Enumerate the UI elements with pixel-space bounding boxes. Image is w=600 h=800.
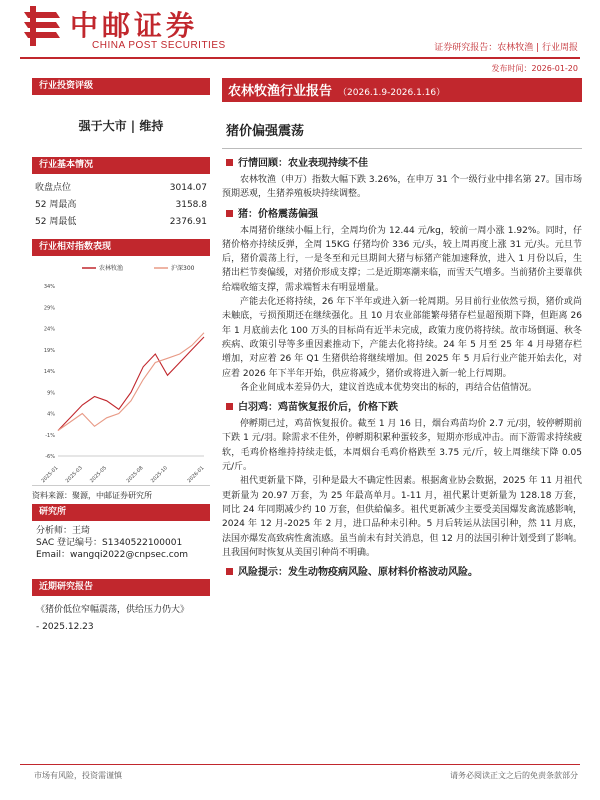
- analyst-header: 研究所: [32, 504, 210, 521]
- square-bullet-icon: [226, 568, 233, 575]
- paragraph: 各企业间成本差异仍大，建议首选成本优势突出的标的，再结合估值情况。: [240, 382, 538, 393]
- recent-report-title[interactable]: 《猪价低位窄幅震荡，供给压力仍大》: [36, 605, 190, 615]
- y-tick-label: 9%: [47, 390, 55, 397]
- heading-text: 风险提示：发生动物疫病风险、原材料价格波动风险。: [238, 567, 478, 579]
- series-line: [58, 333, 204, 431]
- section-heading: [222, 399, 582, 417]
- paragraph: 产能去化还将持续，26 年下半年或进入新一轮周期。另目前行业依然亏损，猪价或尚未触底，亏损预期还在继续强化。且 10 月农业部能繁母猪存栏显超预期下降，但距离 26 年 1 月底前去化 100 万头的目标尚有近半未完成，政策力度仍将持续。故市场倒逼、秋冬疾病、政策引导等多重因素推动下，产能去化将持续。24 年 5 月至 25 年 4 月母猪存栏增加，对应着 26 年 Q1 生猪供给将继续增加。但 2025 年 5 月后行业产能开始去化，对应着 2026 年下半年开始，供应将减少，猪价或将进入新一轮上行周期。: [222, 297, 582, 379]
- stat-value: 2376.91: [169, 217, 207, 227]
- logo-english-name: CHINA POST SECURITIES: [92, 40, 226, 51]
- report-title: 农林牧渔行业报告: [228, 84, 333, 99]
- heading-text: 行情回顾：农业表现持续不佳: [238, 158, 368, 169]
- recent-header: 近期研究报告: [32, 579, 210, 596]
- footer-risk-note: 市场有风险，投资需谨慎: [34, 771, 122, 780]
- section-heading: [222, 155, 582, 173]
- analyst-email[interactable]: Email：wangqi2022@cnpsec.com: [36, 550, 189, 560]
- stat-label: 52 周最低: [35, 217, 77, 227]
- company-logo: [20, 6, 226, 51]
- paragraph: 本周猪价继续小幅上行，全周均价为 12.44 元/kg，较前一周小涨 1.92%。同时，仔猪价格亦持续反弹，全周 15KG 仔猪均价 336 元/头，较上周再度上涨 31 元/头。元旦节后，猪价震荡上行，一是冬至和元旦期间大猪与标猪产能加速释放，进入 1 月份以后，生猪出栏节奏偏缓，对猪价形成支撑；二是近期寒潮来临，而雪天气增多。当前猪价主要靠供给端收缩支撑，需求端暂未有明显增量。: [222, 225, 583, 293]
- y-tick-label: 14%: [43, 369, 55, 375]
- heading-text: 猪：价格震荡偏强: [238, 208, 318, 220]
- stat-row: [32, 214, 210, 231]
- y-tick-label: 24%: [43, 326, 55, 333]
- stat-row: [32, 180, 210, 197]
- stat-label: 52 周最高: [35, 200, 77, 210]
- basics-header: 行业基本情况: [32, 157, 210, 174]
- section-heading: [222, 564, 582, 582]
- y-tick-label: -6%: [45, 454, 55, 460]
- square-bullet-icon: [226, 159, 233, 166]
- industry-rating: 强于大市 | 维持: [78, 119, 164, 133]
- x-tick-label: 2025-08: [125, 465, 145, 485]
- heading-text: 白羽鸡：鸡苗恢复报价后，价格下跌: [238, 402, 398, 414]
- chart-header: 行业相对指数表现: [32, 239, 210, 256]
- report-type: 证券研究报告：农林牧渔 | 行业周报: [434, 43, 578, 53]
- legend-label: 沪深300: [171, 265, 195, 272]
- stat-label: 收盘点位: [35, 183, 72, 193]
- recent-report-date: - 2025.12.23: [36, 622, 94, 632]
- publish-date: 发布时间：2026-01-20: [491, 64, 578, 73]
- rating-header: 行业投资评级: [32, 78, 210, 95]
- square-bullet-icon: [226, 210, 233, 217]
- x-tick-label: 2025-10: [149, 465, 169, 485]
- recent-reports: [32, 596, 210, 642]
- stat-value: 3014.07: [169, 183, 207, 193]
- section-divider: [222, 148, 582, 149]
- x-tick-label: 2026-01: [186, 465, 206, 485]
- analyst-sac: SAC 登记编号：S1340522100001: [36, 538, 183, 548]
- report-dates: （2026.1.9-2026.1.16）: [338, 88, 446, 98]
- square-bullet-icon: [226, 403, 233, 410]
- footer-divider: [20, 764, 580, 765]
- y-tick-label: 34%: [43, 284, 55, 290]
- y-tick-label: 19%: [43, 347, 55, 354]
- stat-row: [32, 197, 210, 214]
- section-heading: [222, 206, 582, 224]
- paragraph: 祖代更新量下降，引种是最大不确定性因素。根据禽业协会数据，2025 年 11 月祖代更新量为 20.97 万套，为 25 年最高单月。1-11 月，祖代累计更新量为 128.18 万套，同比 24 年同期减少约 10 万套，但供給偏多。祖代更新减少主要受美国爆发禽流感影响，2024 年 12 月-2025 年 2 月，进口品种未引种。5 月后转运从法国引种，然 11 月底，法国亦爆发高致病性禽流感。虽当前未有封关消息，但 12 月的法国引种计划受到了影响。且我国何时恢复从美国引种尚不明确。: [222, 476, 582, 558]
- y-tick-label: 4%: [47, 411, 55, 418]
- logo-chinese-name: 中邮证券: [70, 9, 199, 42]
- y-tick-label: 29%: [43, 305, 55, 312]
- industry-stats: [32, 180, 210, 231]
- header-divider: [20, 57, 580, 59]
- report-title-bar: [222, 78, 582, 102]
- paragraph: 农林牧渔（申万）指数大幅下跌 3.26%，在申万 31 个一级行业中排名第 27。国市场预期恶观，生猪养殖板块持续调整。: [222, 175, 582, 200]
- main-content: [222, 78, 582, 582]
- chart-source: 资料来源：聚源，中邮证券研究所: [32, 491, 152, 500]
- x-tick-label: 2025-03: [64, 465, 84, 485]
- paragraph: 停孵期已过，鸡苗恢复报价。截至 1 月 16 日，烟台鸡苗均价 2.7 元/羽，较停孵期前下跌 1 元/羽。除需求不佳外，停孵期积累种蛋较多，短期亦形成冲击。而下游需求持续疲软，毛鸡价格维持持续走低，本周烟台毛鸡价格跌至 3.75 元/斤，较上周继续下降 0.05 元/斤。: [222, 419, 582, 473]
- y-tick-label: -1%: [45, 432, 55, 439]
- stat-value: 3158.8: [175, 200, 207, 210]
- report-subtitle: 猪价偏强震荡: [226, 124, 305, 139]
- series-line: [58, 337, 204, 431]
- footer-disclaimer: 请务必阅读正文之后的免责条款部分: [450, 771, 578, 780]
- chart-svg: [32, 256, 210, 486]
- logo-emblem-icon: [20, 6, 60, 46]
- legend-label: 农林牧渔: [99, 265, 124, 272]
- x-tick-label: 2025-01: [40, 465, 60, 485]
- x-tick-label: 2025-05: [89, 465, 109, 485]
- analyst-info: [32, 525, 210, 579]
- relative-index-chart: [32, 256, 210, 486]
- analyst-name: 分析师：王琦: [36, 526, 91, 536]
- left-sidebar: [32, 78, 210, 642]
